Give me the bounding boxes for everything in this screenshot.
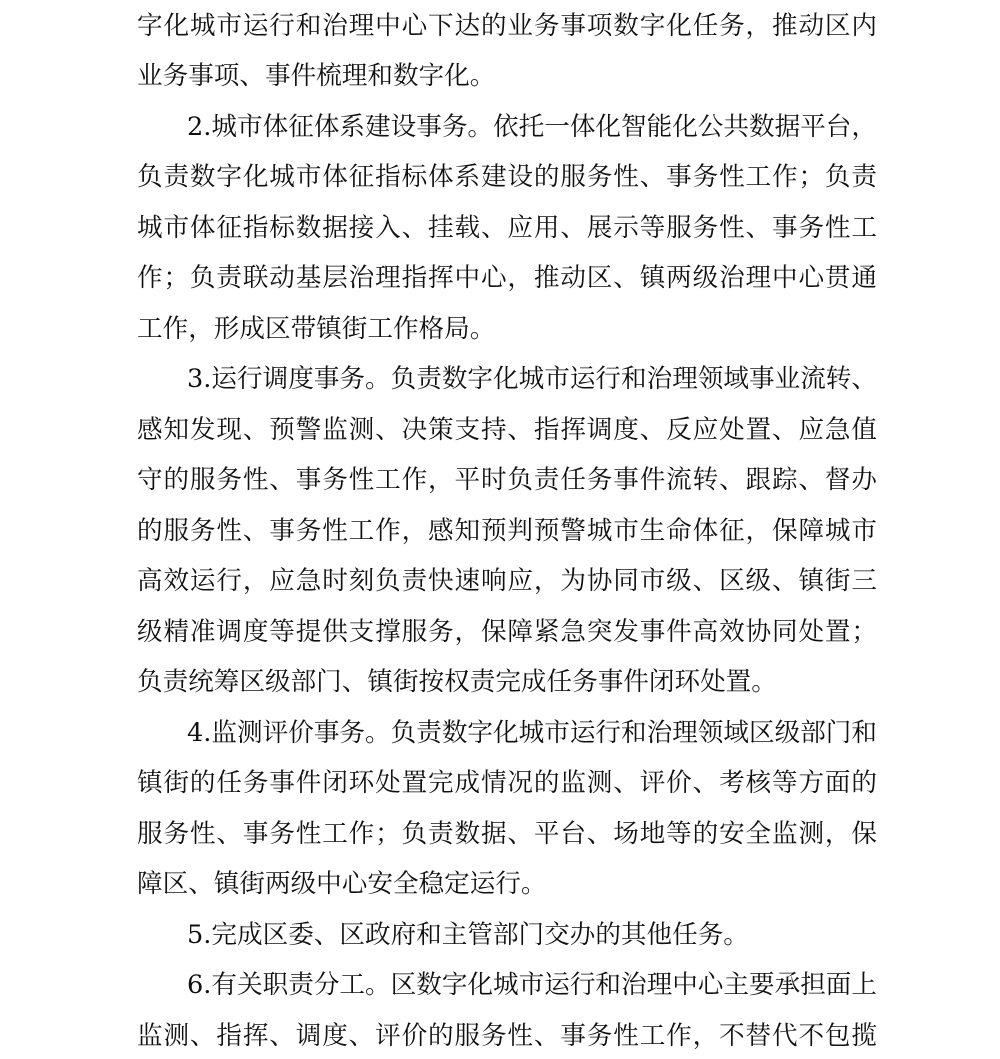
text-line: 感知发现、预警监测、决策支持、指挥调度、反应处置、应急值	[137, 415, 877, 445]
text-line: 负责数字化城市体征指标体系建设的服务性、事务性工作；负责	[137, 162, 877, 192]
paragraph-heading-line: 4.监测评价事务。负责数字化城市运行和治理领域区级部门和	[187, 718, 877, 748]
paragraph-heading-line: 6.有关职责分工。区数字化城市运行和治理中心主要承担面上	[187, 970, 877, 1000]
paragraph-heading-line: 5.完成区委、区政府和主管部门交办的其他任务。	[187, 920, 749, 950]
text-line: 守的服务性、事务性工作，平时负责任务事件流转、跟踪、督办	[137, 465, 877, 495]
text-line: 监测、指挥、调度、评价的服务性、事务性工作，不替代不包揽	[137, 1021, 877, 1051]
text-line: 工作，形成区带镇街工作格局。	[137, 314, 496, 344]
text-line: 城市体征指标数据接入、挂载、应用、展示等服务性、事务性工	[137, 213, 877, 243]
paragraph-heading-line: 3.运行调度事务。负责数字化城市运行和治理领域事业流转、	[187, 364, 877, 394]
text-line: 高效运行，应急时刻负责快速响应，为协同市级、区级、镇街三	[137, 566, 877, 596]
text-line: 的服务性、事务性工作，感知预判预警城市生命体征，保障城市	[137, 516, 877, 546]
text-line: 字化城市运行和治理中心下达的业务事项数字化任务，推动区内	[137, 11, 877, 41]
text-line: 业务事项、事件梳理和数字化。	[137, 61, 496, 91]
text-line: 服务性、事务性工作；负责数据、平台、场地等的安全监测，保	[137, 819, 877, 849]
text-line: 镇街的任务事件闭环处置完成情况的监测、评价、考核等方面的	[137, 768, 877, 798]
text-line: 作；负责联动基层治理指挥中心，推动区、镇两级治理中心贯通	[137, 263, 877, 293]
text-line: 障区、镇街两级中心安全稳定运行。	[137, 869, 547, 899]
paragraph-heading-line: 2.城市体征体系建设事务。依托一体化智能化公共数据平台，	[187, 112, 877, 142]
text-line: 负责统筹区级部门、镇街按权责完成任务事件闭环处置。	[137, 667, 777, 697]
text-line: 级精准调度等提供支撑服务，保障紧急突发事件高效协同处置；	[137, 617, 877, 647]
